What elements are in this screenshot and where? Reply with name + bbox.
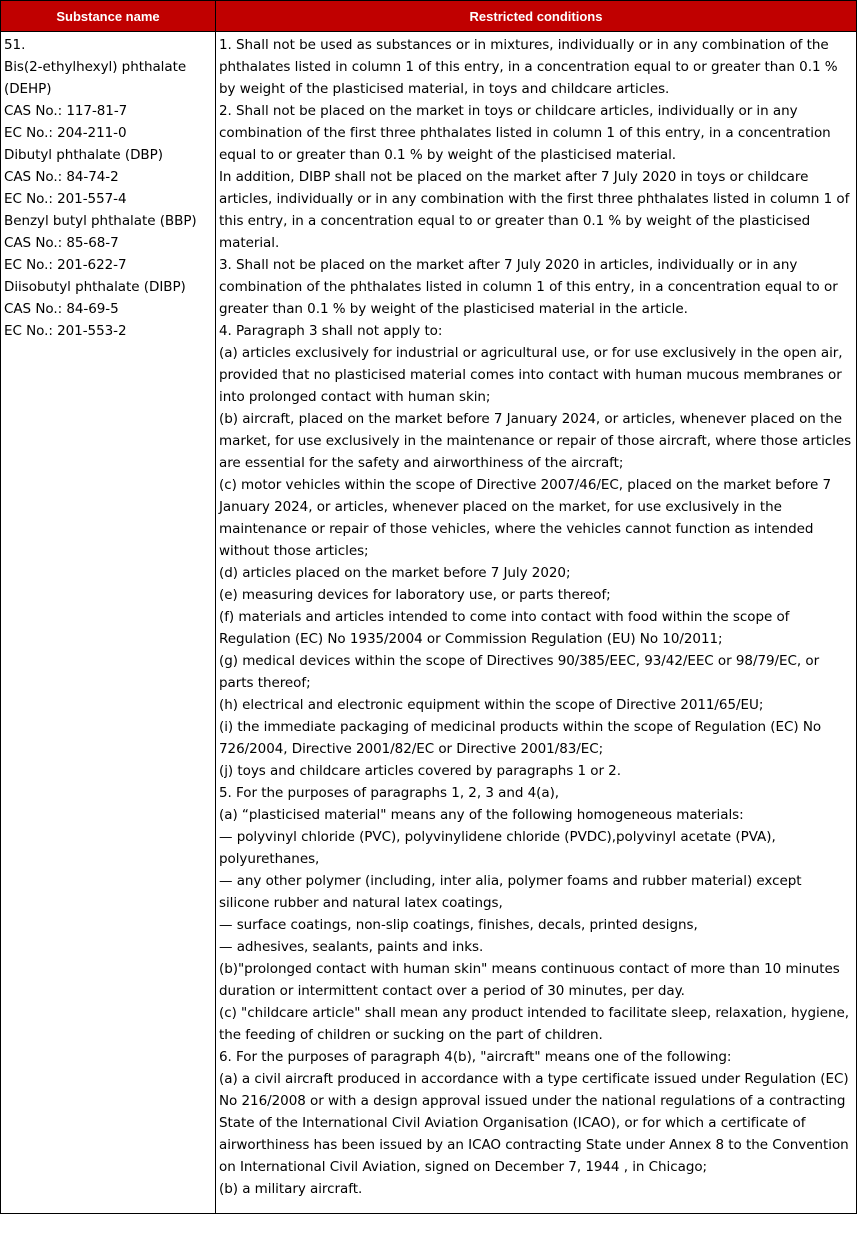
substance-line: Diisobutyl phthalate (DIBP): [4, 279, 186, 295]
material-item: — adhesives, sealants, paints and inks.: [219, 939, 484, 955]
paragraph-2: 2. Shall not be placed on the market in toys or childcare articles, individually or in any combination of the first three phthalates listed in column 1 of this entry, in a concentration equal to or greater than 0.1 % by weight of the plasticised material.: [219, 103, 831, 163]
substance-cell: [1, 32, 216, 1214]
paragraph-6-item: (a) a civil aircraft produced in accordance with a type certificate issued under Regulation (EC) No 216/2008 or with a design approval issued under the national regulations of a contracting State of the International Civil Aviation Organisation (ICAO), or for which a certificate of airworthiness has been issued by an ICAO contracting State under Annex 8 to the Convention on International Civil Aviation, signed on December 7, 1944 , in Chicago;: [219, 1071, 849, 1175]
material-item: — surface coatings, non-slip coatings, finishes, decals, printed designs,: [219, 917, 698, 933]
conditions-cell: [216, 32, 857, 1214]
material-item: — any other polymer (including, inter alia, polymer foams and rubber material) except silicone rubber and natural latex coatings,: [219, 873, 802, 911]
table-row: [1, 32, 857, 1214]
header-row: [1, 1, 857, 32]
substance-line: (DEHP): [4, 81, 52, 97]
paragraph-5-item: (b)"prolonged contact with human skin" means continuous contact of more than 10 minutes duration or intermittent contact over a period of 30 minutes, per day.: [219, 961, 840, 999]
cas-number: CAS No.: 84-69-5: [4, 301, 119, 317]
paragraph-3: 3. Shall not be placed on the market after 7 July 2020 in articles, individually or in any combination of the phthalates listed in column 1 of this entry, in a concentration equal to or greater than 0.1 % by weight of the plasticised material in the article.: [219, 257, 838, 317]
paragraph-1: 1. Shall not be used as substances or in mixtures, individually or in any combination of the phthalates listed in column 1 of this entry, in a concentration equal to or greater than 0.1 % by weight of the plasticised material, in toys and childcare articles.: [219, 37, 838, 97]
material-item: — polyvinyl chloride (PVC), polyvinylidene chloride (PVDC),polyvinyl acetate (PVA), polyurethanes,: [219, 829, 776, 867]
paragraph-4-item: (d) articles placed on the market before 7 July 2020;: [219, 565, 571, 581]
paragraph-4: 4. Paragraph 3 shall not apply to:: [219, 323, 443, 339]
paragraph-4-item: (b) aircraft, placed on the market before 7 January 2024, or articles, whenever placed on the market, for use exclusively in the maintenance or repair of those aircraft, where those articles are essential for the safety and airworthiness of the aircraft;: [219, 411, 852, 471]
ec-number: EC No.: 204-211-0: [4, 125, 127, 141]
ec-number: EC No.: 201-557-4: [4, 191, 127, 207]
paragraph-2-addition: In addition, DIBP shall not be placed on the market after 7 July 2020 in toys or childcare articles, individually or in any combination with the first three phthalates listed in column 1 of this entry, in a concentration equal to or greater than 0.1 % by weight of the plasticised material.: [219, 169, 850, 251]
paragraph-4-item: (f) materials and articles intended to come into contact with food within the scope of Regulation (EC) No 1935/2004 or Commission Regulation (EU) No 10/2011;: [219, 609, 790, 647]
cas-number: CAS No.: 84-74-2: [4, 169, 119, 185]
substance-line: Bis(2-ethylhexyl) phthalate: [4, 59, 187, 75]
restricted-conditions-header: Restricted conditions: [216, 1, 857, 32]
paragraph-4-item: (j) toys and childcare articles covered by paragraphs 1 or 2.: [219, 763, 621, 779]
paragraph-4-item: (g) medical devices within the scope of Directives 90/385/EEC, 93/42/EEC or 98/79/EC, or parts thereof;: [219, 653, 820, 691]
substance-line: Benzyl butyl phthalate (BBP): [4, 213, 197, 229]
paragraph-6-item: (b) a military aircraft.: [219, 1181, 363, 1197]
paragraph-4-item: (c) motor vehicles within the scope of Directive 2007/46/EC, placed on the market before 7 January 2024, or articles, whenever placed on the market, for use exclusively in the maintenance or repair of those vehicles, where the vehicles cannot function as intended without those articles;: [219, 477, 832, 559]
entry-number: 51.: [4, 37, 26, 53]
ec-number: EC No.: 201-553-2: [4, 323, 127, 339]
paragraph-5-item: (c) "childcare article" shall mean any product intended to facilitate sleep, relaxation, hygiene, the feeding of children or sucking on the part of children.: [219, 1005, 849, 1043]
ec-number: EC No.: 201-622-7: [4, 257, 127, 273]
substance-name-header: Substance name: [1, 1, 216, 32]
paragraph-6: 6. For the purposes of paragraph 4(b), "aircraft" means one of the following:: [219, 1049, 732, 1065]
paragraph-4-item: (i) the immediate packaging of medicinal products within the scope of Regulation (EC) No 726/2004, Directive 2001/82/EC or Directive 2001/83/EC;: [219, 719, 822, 757]
paragraph-4-item: (e) measuring devices for laboratory use, or parts thereof;: [219, 587, 611, 603]
paragraph-4-item: (a) articles exclusively for industrial or agricultural use, or for use exclusively in the open air, provided that no plasticised material comes into contact with human mucous membranes or into prolonged contact with human skin;: [219, 345, 843, 405]
paragraph-5: 5. For the purposes of paragraphs 1, 2, 3 and 4(a),: [219, 785, 560, 801]
substance-line: Dibutyl phthalate (DBP): [4, 147, 163, 163]
paragraph-4-item: (h) electrical and electronic equipment within the scope of Directive 2011/65/EU;: [219, 697, 764, 713]
cas-number: CAS No.: 85-68-7: [4, 235, 119, 251]
cas-number: CAS No.: 117-81-7: [4, 103, 128, 119]
paragraph-5-item: (a) “plasticised material" means any of the following homogeneous materials:: [219, 807, 744, 823]
